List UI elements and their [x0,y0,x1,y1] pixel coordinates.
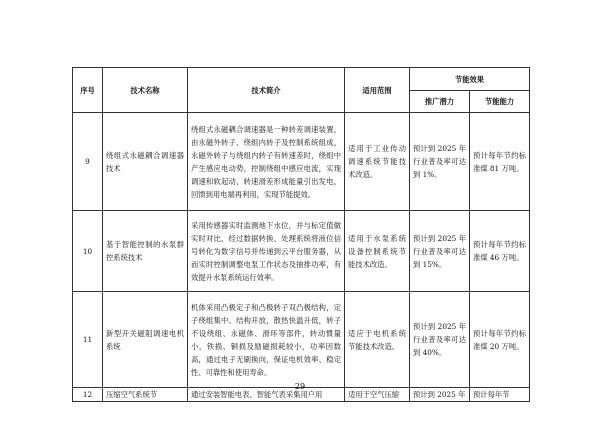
row-index: 12 [73,388,103,402]
header-row-1 [73,68,530,91]
header-potential: 推广潜力 [410,91,470,113]
row-index: 9 [73,113,103,211]
row-scope: 适用于水泵系统设备控制系统节能技术改造。 [345,211,410,292]
row-potential: 预计到 2025 年行业普及率可达到 40%。 [410,292,470,388]
row-name: 基于智能控制的水泵群控系统技术 [103,211,188,292]
row-capacity: 预计每年节约标准煤 46 万吨。 [470,211,530,292]
header-name: 技术名称 [103,68,188,113]
row-name: 绕组式永磁耦合调速器技术 [103,113,188,211]
row-capacity: 预计每年节 [470,388,530,402]
row-capacity: 预计每年节约标准煤 81 万吨。 [470,113,530,211]
row-name: 压缩空气系统节 [103,388,188,402]
row-potential: 预计到 2025 年 [410,388,470,402]
row-name: 新型开关磁阻调速电机系统 [103,292,188,388]
row-potential: 预计到 2025 年行业普及率可达到 15%。 [410,211,470,292]
header-effect: 节能效果 [410,68,530,91]
header-scope: 适用范围 [345,68,410,113]
row-potential: 预计到 2025 年行业普及率可达到 1%。 [410,113,470,211]
page-number: 29 [294,382,306,391]
row-index: 11 [73,292,103,388]
header-capacity: 节能能力 [470,91,530,113]
row-scope: 适用于工业传动调速系统节能技术改造。 [345,113,410,211]
header-index: 序号 [73,68,103,113]
row-intro: 机体采用凸极定子和凸极转子双凸极结构，定子绕组集中、结构开放，散热快温升低，转子不设绕组、永磁体、滑环等部件，转动惯量小，铁损、铜损及励磁损耗较小，功率因数高，通过电子无刷换向，保证电机效率、稳定性、可靠性和使用寿命。 [188,292,345,388]
row-intro: 通过安装智能电表、智能气表采集用户用 [188,388,345,402]
row-intro: 采用传感器实时监测地下水位，并与标定值做实时对比，经过数据转换、处理系统将液位信号转化为数字信号并传递到云平台服务器，从而实时控制调整电泵工作状态及抽排功率，有效提升水泵系统运行效率。 [188,211,345,292]
row-index: 10 [73,211,103,292]
row-capacity: 预计每年节约标准煤 20 万吨。 [470,292,530,388]
technology-table [72,67,530,402]
row-scope: 适用于空气压缩 [345,388,410,402]
table-row [73,292,530,388]
row-intro: 绕组式永磁耦合调速器是一种转差调速装置，由永磁外转子、绕组内转子及控制系统组成，永磁外转子与绕组内转子有转速差时，绕组中产生感应电动势，控制绕组中感应电流，实现调速和软起动，转速滑差形成能量引出发电，回馈到用电端再利用，实现节能提效。 [188,113,345,211]
header-intro: 技术简介 [188,68,345,113]
table-row [73,211,530,292]
table-row [73,113,530,211]
row-scope: 适应于电机系统节能技术改造。 [345,292,410,388]
